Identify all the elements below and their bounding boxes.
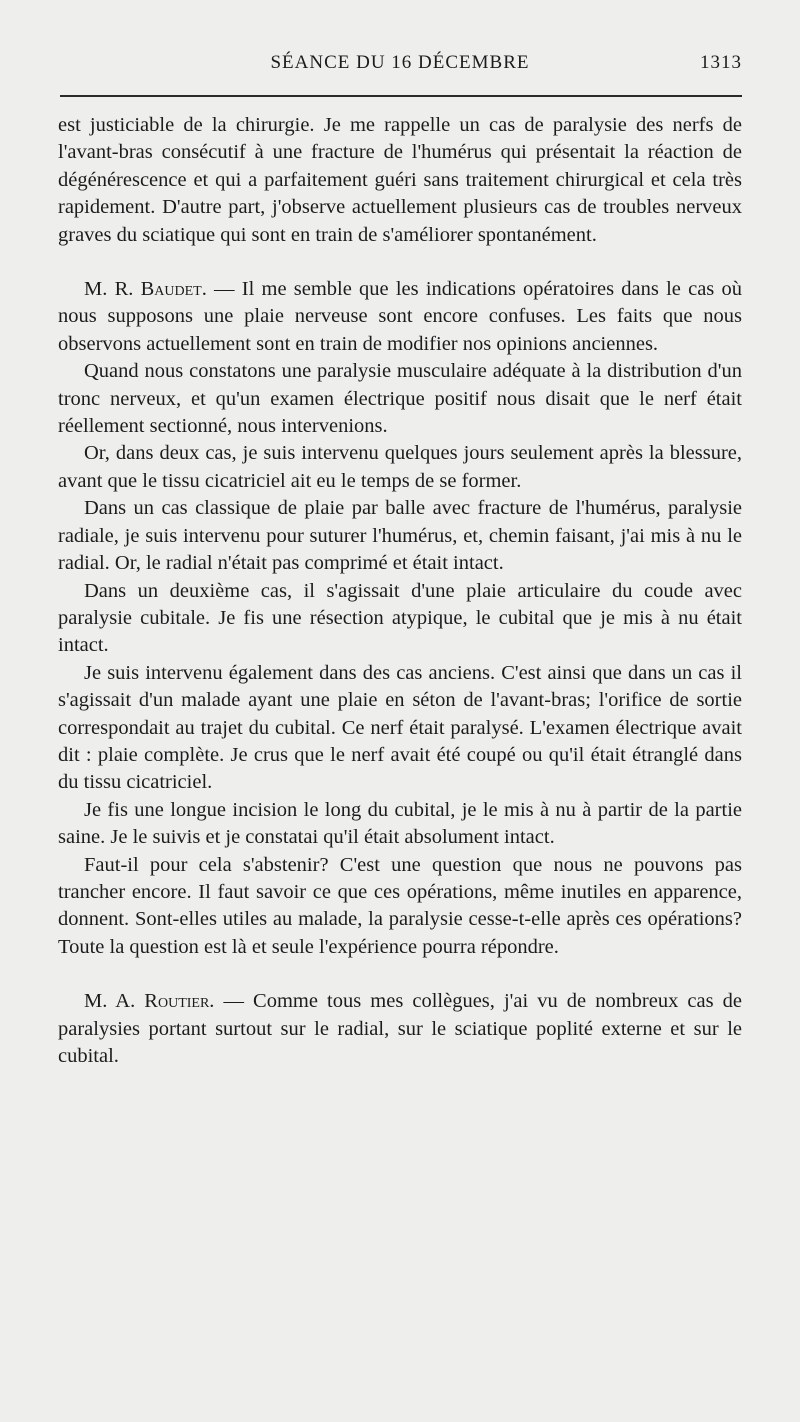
paragraph <box>58 660 742 797</box>
paragraph <box>58 578 742 660</box>
paragraph-text: . — Il me semble que les indications opératoires dans le cas où nous supposons une plaie nerveuse sont encore confuses. Les faits que nous observons actuellement sont en train de modifier nos opinions anciennes. <box>58 278 743 355</box>
paragraph <box>58 797 742 852</box>
paragraph-text: Dans un deuxième cas, il s'agissait d'une plaie articulaire du coude avec paralysie cubitale. Je fis une résection atypique, le cubital que je mis à nu était intact. <box>58 579 742 657</box>
paragraph-text: Quand nous constatons une paralysie musculaire adéquate à la distribution d'un tronc nerveux, et qu'un examen électrique positif nous disait que le nerf était réellement sectionné, nous intervenions. <box>58 360 742 438</box>
body-text <box>58 112 742 1070</box>
speaker-name: Routier <box>144 990 210 1013</box>
paragraph-baudet <box>58 276 742 358</box>
paragraph-text: Or, dans deux cas, je suis intervenu quelques jours seulement après la blessure, avant que le tissu cicatriciel ait eu le temps de se former. <box>58 442 742 492</box>
page-number: 1313 <box>700 52 742 73</box>
paragraph <box>58 358 742 440</box>
paragraph-routier <box>58 988 742 1070</box>
paragraph-continuation <box>58 112 742 249</box>
speaker-name: Baudet <box>140 278 202 301</box>
paragraph-text: Je suis intervenu également dans des cas anciens. C'est ainsi que dans un cas il s'agissait d'un malade ayant une plaie en séton de l'avant-bras; l'orifice de sortie correspondait au trajet du cubital. Ce nerf était paralysé. L'examen électrique avait dit : plaie complète. Je crus que le nerf avait été coupé ou qu'il était étranglé dans du tissu cicatriciel. <box>58 661 742 794</box>
paragraph-text: Faut-il pour cela s'abstenir? C'est une question que nous ne pouvons pas trancher encore. Il faut savoir ce que ces opérations, même inutiles en apparence, donnent. Sont-elles utiles au malade, la paralysie cesse-t-elle après ces opérations? Toute la question est là et seule l'expérience pourra répondre. <box>58 853 742 958</box>
paragraph <box>58 440 742 495</box>
paragraph-text: est justiciable de la chirurgie. Je me rappelle un cas de paralysie des nerfs de l'avant-bras consécutif à une fracture de l'humérus qui présentait la réaction de dégénérescence et qui a parfaitement guéri sans traitement chirurgical et cela très rapidement. D'autre part, j'observe actuellement plusieurs cas de troubles nerveux graves du sciatique qui sont en train de s'améliorer spontanément. <box>58 114 742 246</box>
speaker-prefix: M. R. <box>84 278 141 301</box>
paragraph-text: . — Comme tous mes collègues, j'ai vu de nombreux cas de paralysies portant surtout sur le radial, sur le sciatique poplité externe et sur le cubital. <box>58 990 743 1067</box>
paragraph-text: Dans un cas classique de plaie par balle avec fracture de l'humérus, paralysie radiale, je suis intervenu pour suturer l'humérus, et, chemin faisant, j'ai mis à nu le radial. Or, le radial n'était pas comprimé et était intact. <box>58 497 742 575</box>
paragraph <box>58 852 742 962</box>
paragraph <box>58 495 742 577</box>
speaker-prefix: M. A. <box>84 990 145 1013</box>
running-header <box>58 52 742 82</box>
header-rule <box>60 95 742 97</box>
paragraph-text: Je fis une longue incision le long du cubital, je le mis à nu à partir de la partie saine. Je le suivis et je constatai qu'il était absolument intact. <box>58 798 742 849</box>
header-title: SÉANCE DU 16 DÉCEMBRE <box>270 52 530 73</box>
